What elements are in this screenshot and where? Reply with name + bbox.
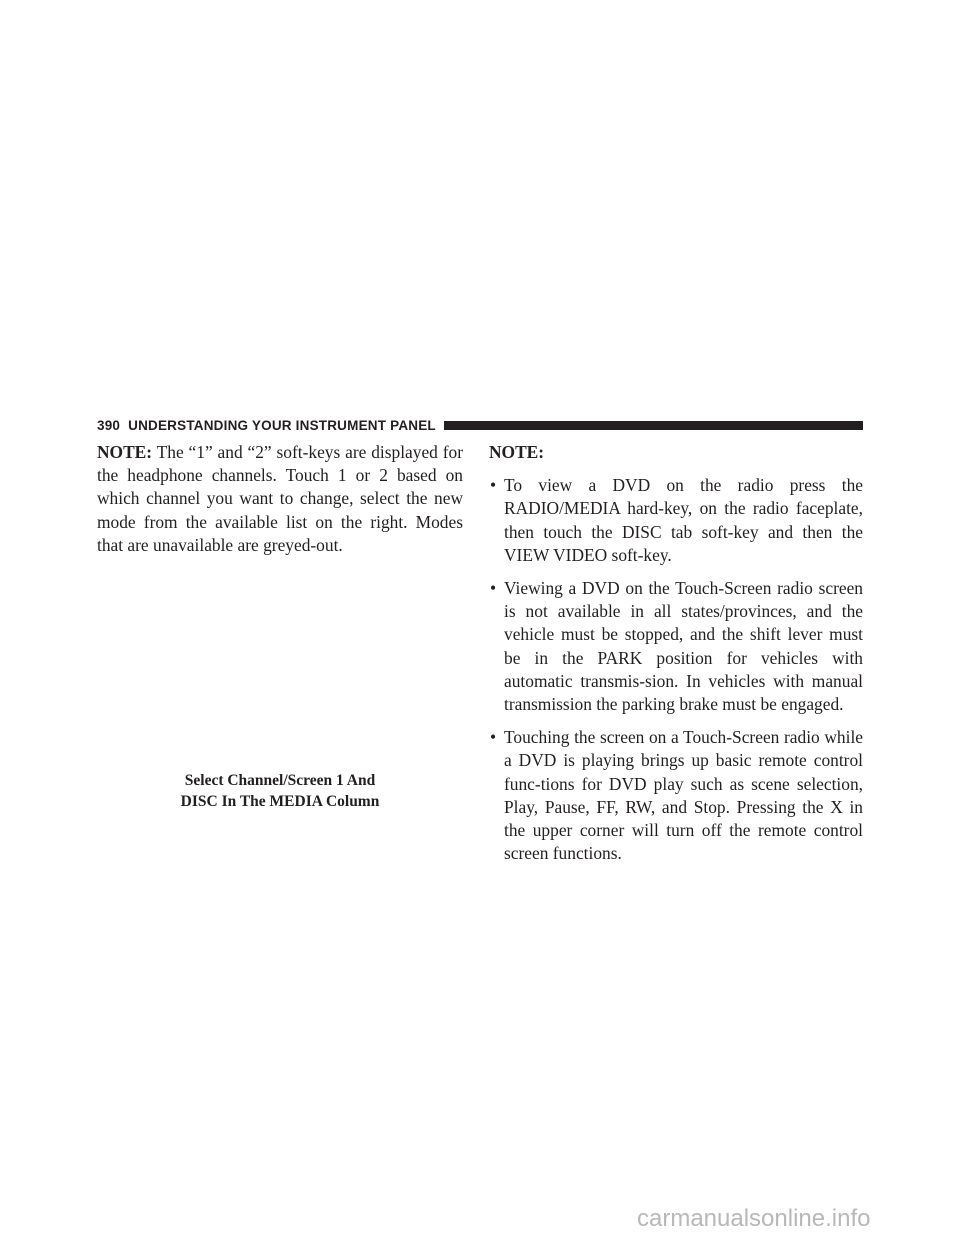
bullet-icon: •	[490, 475, 497, 496]
caption-line-2: DISC In The MEDIA Column	[180, 792, 380, 810]
list-item	[489, 474, 863, 567]
right-column	[489, 441, 863, 875]
note-text: The “1” and “2” soft-keys are displayed for the headphone channels. Touch 1 or 2 based on which channel you want to change, select the new mode from the available list on the right. Modes that are unavailable are greyed-out.	[97, 442, 463, 555]
bullet-text: Touching the screen on a Touch-Screen radio while a DVD is playing brings up basic remote control func-tions for DVD play such as scene selection, Play, Pause, FF, RW, and Stop. Pressing the X in the upper corner will turn off the remote control screen functions.	[504, 727, 863, 864]
note-label: NOTE:	[97, 442, 153, 462]
list-item	[489, 726, 863, 865]
page-header	[97, 416, 863, 434]
bullet-text: Viewing a DVD on the Touch-Screen radio screen is not available in all states/provinces, and the vehicle must be stopped, and the shift lever must be in the PARK position for vehicles with automatic transmis-sion. In vehicles with manual transmission the parking brake must be engaged.	[504, 578, 863, 715]
note-bullet-list	[489, 474, 863, 865]
figure-caption	[97, 771, 463, 812]
section-title: UNDERSTANDING YOUR INSTRUMENT PANEL	[128, 417, 436, 433]
header-rule	[444, 421, 863, 430]
page-number: 390	[97, 417, 121, 433]
note-paragraph	[97, 441, 463, 557]
caption-line-1: Select Channel/Screen 1 And	[184, 772, 376, 789]
bullet-text: To view a DVD on the radio press the RADIO/MEDIA hard-key, on the radio faceplate, then touch the DISC tab soft-key and then the VIEW VIDEO soft-key.	[504, 475, 863, 565]
left-column	[97, 441, 463, 557]
watermark: carmanualsonline.info	[637, 1205, 871, 1232]
note-heading: NOTE:	[489, 442, 545, 462]
list-item	[489, 577, 863, 716]
bullet-icon: •	[490, 727, 497, 748]
bullet-icon: •	[490, 578, 497, 599]
